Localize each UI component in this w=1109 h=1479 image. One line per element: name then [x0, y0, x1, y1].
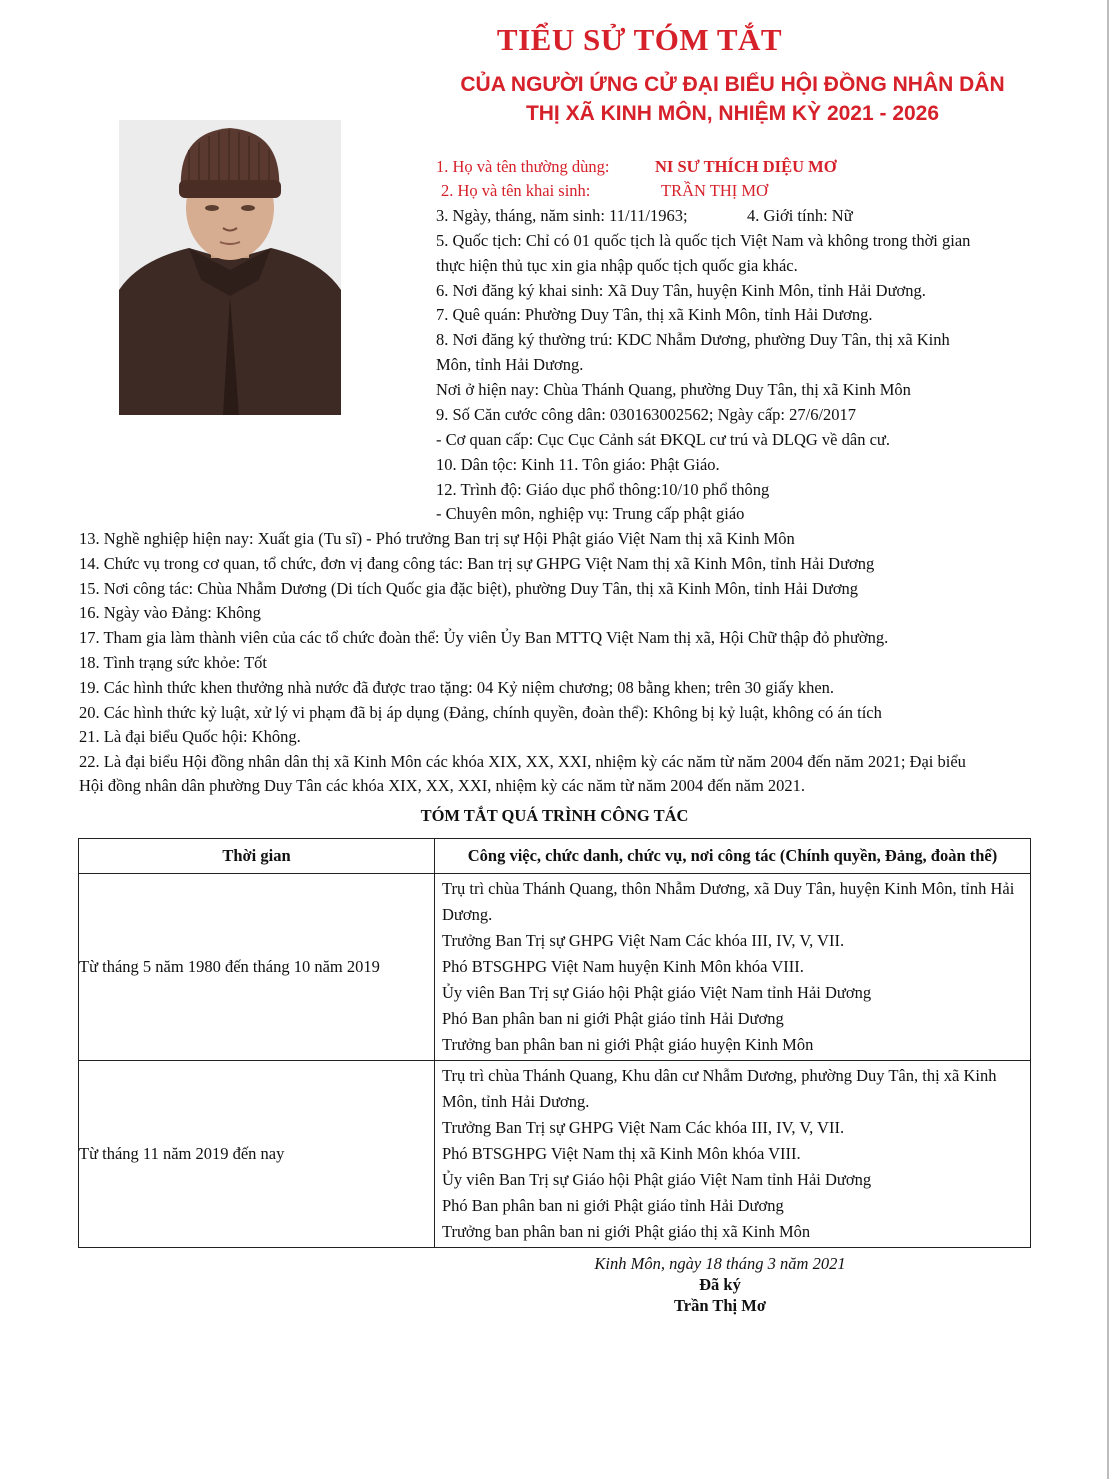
duty-item: Phó Ban phân ban ni giới Phật giáo tỉnh Hải Dương: [442, 1009, 784, 1028]
duty-item: Trụ trì chùa Thánh Quang, Khu dân cư Nhẫm Dương, phường Duy Tân, thị xã Kinh Môn, tỉnh Hải Dương.: [442, 1066, 997, 1111]
bio-line-14: 14. Chức vụ trong cơ quan, tổ chức, đơn vị đang công tác: Ban trị sự GHPG Việt Nam thị xã Kinh Môn, tỉnh Hải Dương: [79, 554, 875, 573]
bio-line-9: 9. Số Căn cước công dân: 030163002562; Ngày cấp: 27/6/2017: [436, 405, 857, 424]
work-history-title: TÓM TẮT QUÁ TRÌNH CÔNG TÁC: [420, 806, 689, 825]
signature-status: Đã ký: [699, 1275, 741, 1294]
duty-item: Trưởng Ban Trị sự GHPG Việt Nam Các khóa III, IV, V, VII.: [442, 931, 845, 950]
bio-line-13: 13. Nghề nghiệp hiện nay: Xuất gia (Tu sĩ) - Phó trưởng Ban trị sự Hội Phật giáo Việt Nam thị xã Kinh Môn: [79, 529, 795, 548]
duty-item: Phó BTSGHPG Việt Nam thị xã Kinh Môn khóa VIII.: [442, 1144, 801, 1163]
duty-item: Trưởng Ban Trị sự GHPG Việt Nam Các khóa III, IV, V, VII.: [442, 1118, 845, 1137]
bio-line-5a: 5. Quốc tịch: Chỉ có 01 quốc tịch là quốc tịch Việt Nam và không trong thời gian: [436, 231, 971, 250]
period-cell: Từ tháng 5 năm 1980 đến tháng 10 năm 2019: [79, 874, 435, 1061]
bio-line-10: 10. Dân tộc: Kinh 11. Tôn giáo: Phật Giáo.: [436, 455, 720, 474]
table-header-row: [79, 839, 1031, 874]
duty-item: Phó Ban phân ban ni giới Phật giáo tỉnh Hải Dương: [442, 1196, 784, 1215]
duty-item: Phó BTSGHPG Việt Nam huyện Kinh Môn khóa VIII.: [442, 957, 804, 976]
bio-line-15: 15. Nơi công tác: Chùa Nhẫm Dương (Di tích Quốc gia đặc biệt), phường Duy Tân, thị xã Kinh Môn, tỉnh Hải Dương: [79, 579, 859, 598]
bio-line-6: 6. Nơi đăng ký khai sinh: Xã Duy Tân, huyện Kinh Môn, tỉnh Hải Dương.: [436, 281, 926, 300]
common-name-value: NI SƯ THÍCH DIỆU MƠ: [655, 157, 837, 176]
table-row: [79, 1061, 1031, 1248]
bio-line-22a: 22. Là đại biểu Hội đồng nhân dân thị xã Kinh Môn các khóa XIX, XX, XXI, nhiệm kỳ các năm từ năm 2004 đến năm 2021; Đại biểu: [79, 752, 966, 771]
birth-name-label: 2. Họ và tên khai sinh:: [441, 181, 591, 200]
bio-line-7: 7. Quê quán: Phường Duy Tân, thị xã Kinh Môn, tỉnh Hải Dương.: [436, 305, 873, 324]
bio-line-4: 4. Giới tính: Nữ: [747, 206, 853, 225]
bio-line-8c: Nơi ở hiện nay: Chùa Thánh Quang, phường Duy Tân, thị xã Kinh Môn: [436, 380, 911, 399]
bio-line-20: 20. Các hình thức kỷ luật, xử lý vi phạm đã bị áp dụng (Đảng, chính quyền, đoàn thể): Không bị kỷ luật, không có án tích: [79, 703, 882, 722]
bio-line-21: 21. Là đại biểu Quốc hội: Không.: [79, 727, 301, 746]
bio-line-3: 3. Ngày, tháng, năm sinh: 11/11/1963;: [436, 206, 688, 225]
duty-item: Trụ trì chùa Thánh Quang, thôn Nhẫm Dương, xã Duy Tân, huyện Kinh Môn, tỉnh Hải Dương.: [442, 879, 1015, 924]
candidate-photo: [119, 120, 341, 415]
duty-item: Trưởng ban phân ban ni giới Phật giáo thị xã Kinh Môn: [442, 1222, 811, 1241]
bio-line-5b: thực hiện thủ tục xin gia nhập quốc tịch quốc gia khác.: [436, 256, 798, 275]
bio-line-17: 17. Tham gia làm thành viên của các tổ chức đoàn thể: Ủy viên Ủy Ban MTTQ Việt Nam thị xã, Hội Chữ thập đỏ phường.: [79, 628, 889, 647]
duty-item: Trưởng ban phân ban ni giới Phật giáo huyện Kinh Môn: [442, 1035, 814, 1054]
duty-item: Ủy viên Ban Trị sự Giáo hội Phật giáo Việt Nam tỉnh Hải Dương: [442, 1170, 872, 1189]
bio-line-22b: Hội đồng nhân dân phường Duy Tân các khóa XIX, XX, XXI, nhiệm kỳ các năm từ năm 2004 đến năm 2021.: [79, 776, 806, 795]
duty-item: Ủy viên Ban Trị sự Giáo hội Phật giáo Việt Nam tỉnh Hải Dương: [442, 983, 872, 1002]
signature-name: Trần Thị Mơ: [674, 1296, 766, 1315]
bio-line-18: 18. Tình trạng sức khỏe: Tốt: [79, 653, 267, 672]
bio-line-12b: - Chuyên môn, nghiệp vụ: Trung cấp phật giáo: [436, 504, 745, 523]
signature-place-date: Kinh Môn, ngày 18 tháng 3 năm 2021: [594, 1254, 846, 1273]
document-subtitle-2: THỊ XÃ KINH MÔN, NHIỆM KỲ 2021 - 2026: [525, 102, 940, 125]
bio-line-9b: - Cơ quan cấp: Cục Cục Cảnh sát ĐKQL cư trú và DLQG về dân cư.: [436, 430, 890, 449]
duties-cell: [435, 1061, 1031, 1248]
bio-line-19: 19. Các hình thức khen thưởng nhà nước đã được trao tặng: 04 Kỷ niệm chương; 08 bằng khen; trên 30 giấy khen.: [79, 678, 835, 697]
duties-cell: [435, 874, 1031, 1061]
common-name-label: 1. Họ và tên thường dùng:: [436, 157, 610, 176]
period-cell: Từ tháng 11 năm 2019 đến nay: [79, 1061, 435, 1248]
work-history-table: [78, 838, 1031, 1248]
table-row: [79, 874, 1031, 1061]
document-subtitle-1: CỦA NGƯỜI ỨNG CỬ ĐẠI BIỂU HỘI ĐỒNG NHÂN DÂN: [460, 73, 1005, 96]
bio-line-8a: 8. Nơi đăng ký thường trú: KDC Nhẫm Dương, phường Duy Tân, thị xã Kinh: [436, 330, 950, 349]
document-title: TIỂU SỬ TÓM TẮT: [496, 22, 783, 57]
column-header-duties: Công việc, chức danh, chức vụ, nơi công tác (Chính quyền, Đảng, đoàn thể): [435, 839, 1031, 874]
bio-line-12: 12. Trình độ: Giáo dục phổ thông:10/10 phổ thông: [436, 480, 770, 499]
bio-line-16: 16. Ngày vào Đảng: Không: [79, 603, 261, 622]
column-header-time: Thời gian: [79, 839, 435, 874]
bio-line-8b: Môn, tỉnh Hải Dương.: [436, 355, 584, 374]
birth-name-value: TRẦN THỊ MƠ: [661, 181, 768, 200]
